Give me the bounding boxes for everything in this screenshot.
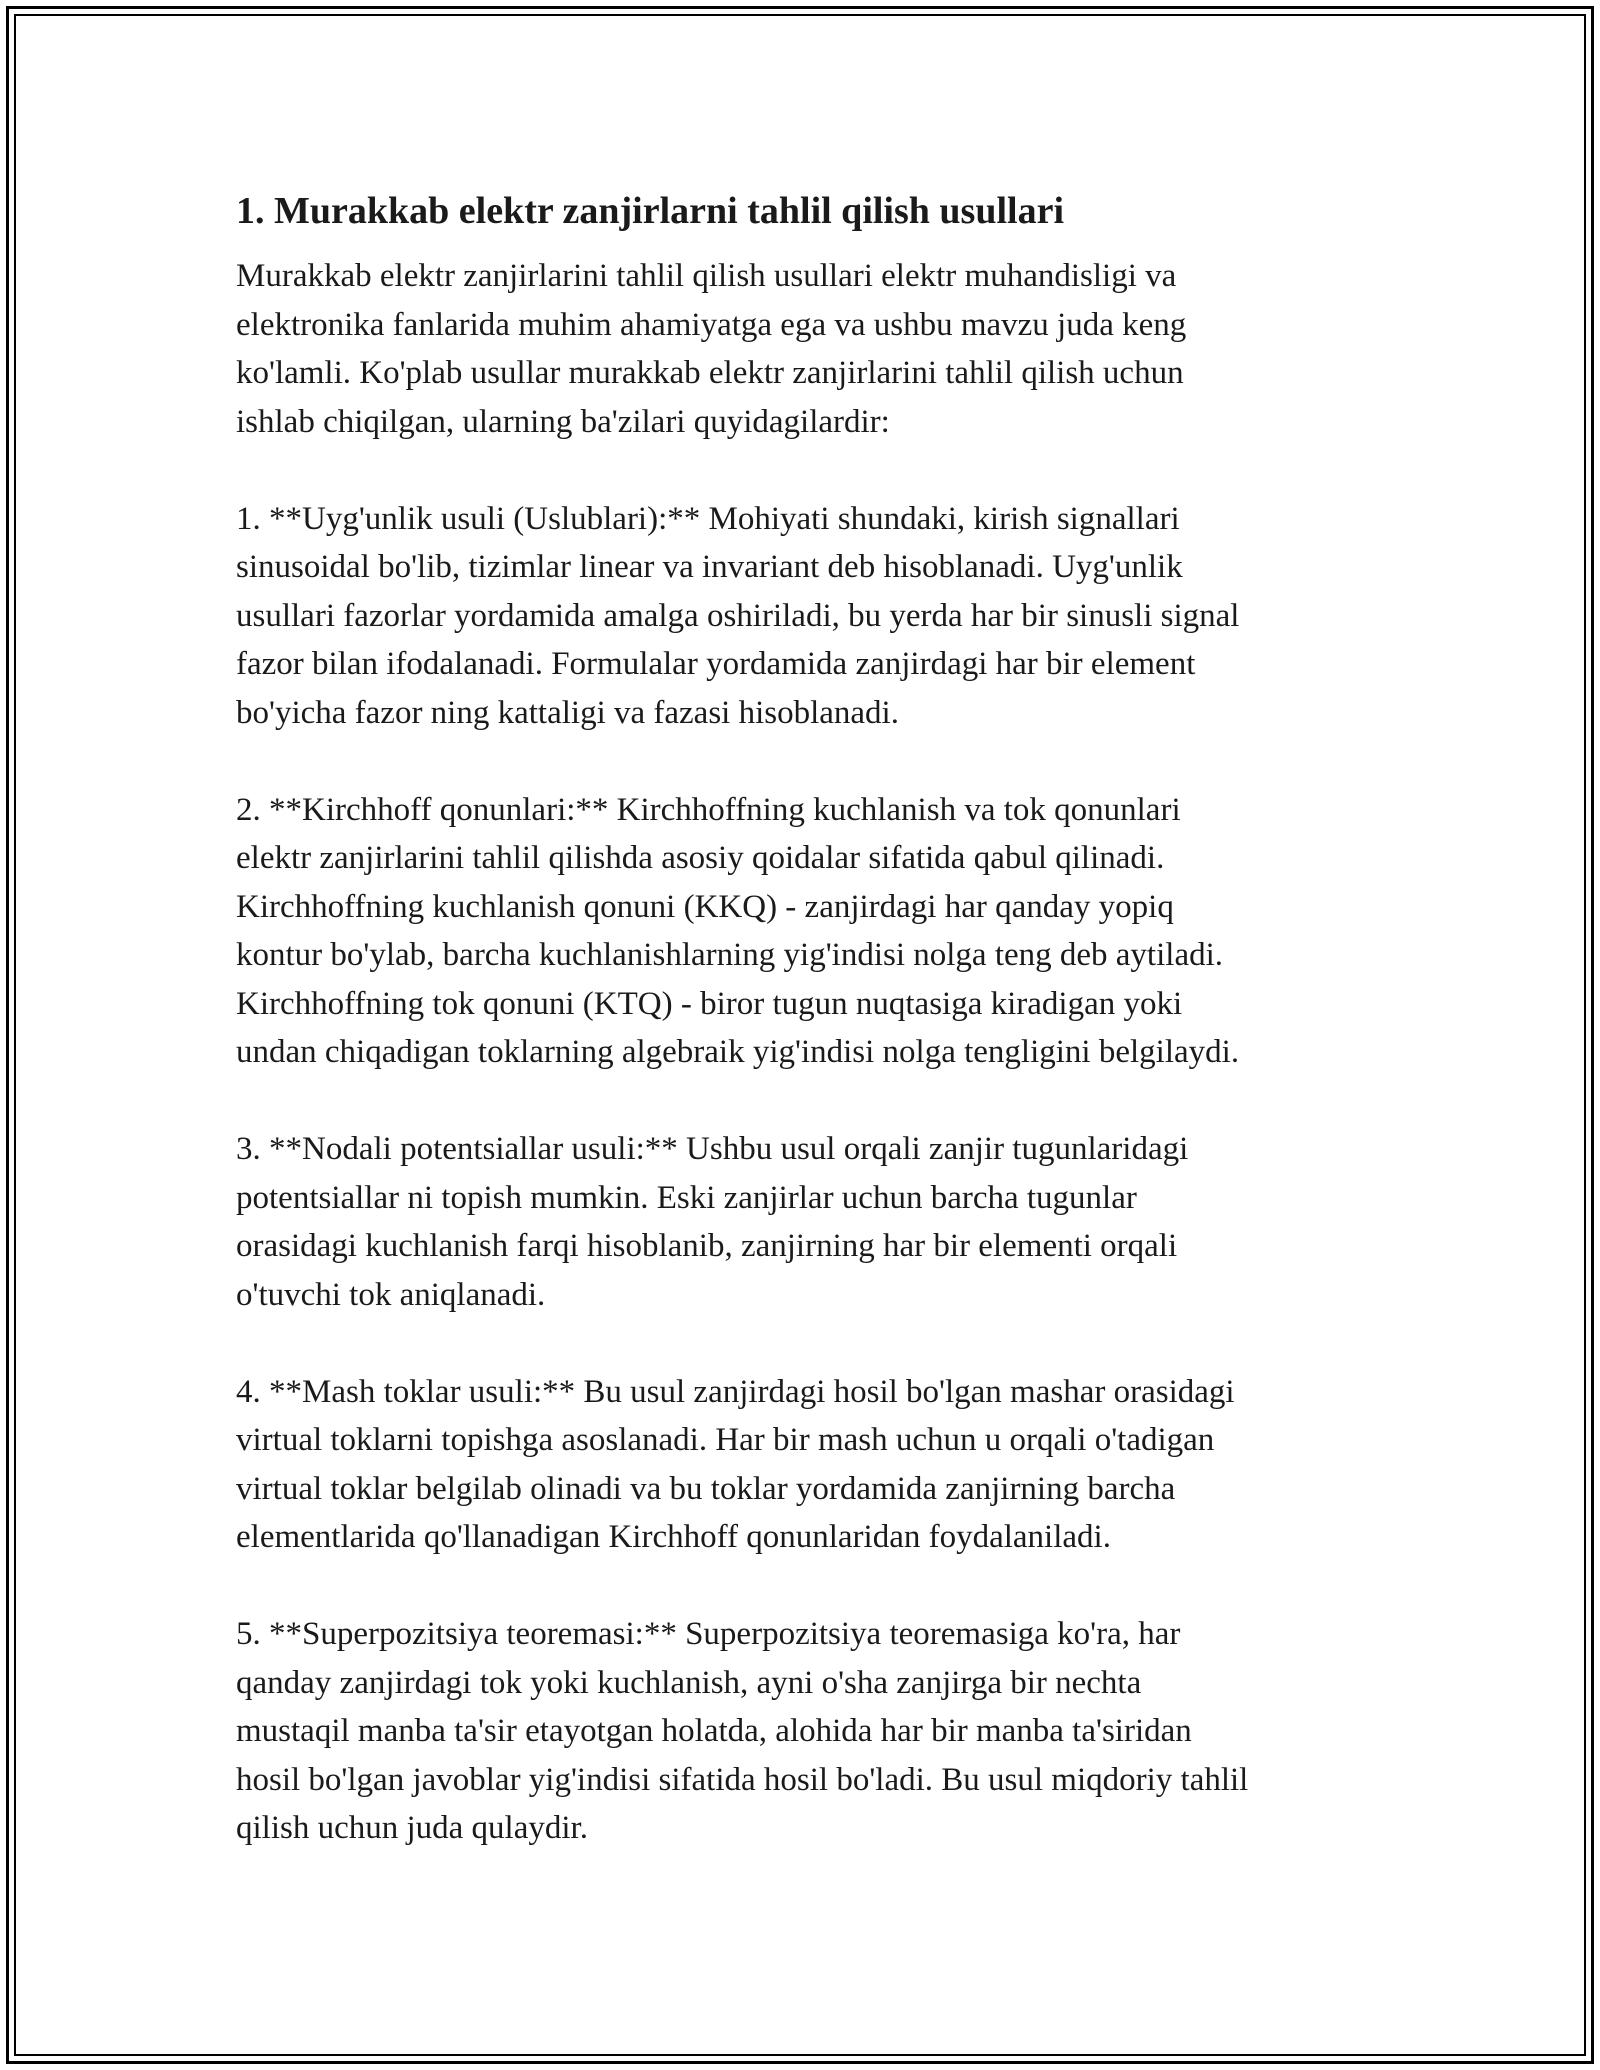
intro-paragraph: Murakkab elektr zanjirlarini tahlil qilish usullari elektr muhandisligi va elektronika fanlarida muhim ahamiyatga ega va ushbu mavzu juda keng ko'lamli. Ko'plab usullar murakkab elektr zanjirlarini tahlil qilish uchun ishlab chiqilgan, ularning ba'zilari quyidagilardir: <box>236 258 1187 440</box>
item-superpozitsiya: 5. **Superpozitsiya teoremasi:** Superpozitsiya teoremasiga ko'ra, har qanday zanjirdagi tok yoki kuchlanish, ayni o'sha zanjirga bir nechta mustaqil manba ta'sir etayotgan holatda, alohida har bir manba ta'siridan hosil bo'lgan javoblar yig'indisi sifatida hosil bo'ladi. Bu usul miqdoriy tahlil qilish uchun juda qulaydir. <box>236 1616 1249 1846</box>
item-mash-toklar: 4. **Mash toklar usuli:** Bu usul zanjirdagi hosil bo'lgan mashar orasidagi virtual toklarni topishga asoslanadi. Har bir mash uchun u orqali o'tadigan virtual toklar belgilab olinadi va bu toklar yordamida zanjirning barcha elementlarida qo'llanadigan Kirchhoff qonunlaridan foydalaniladi. <box>236 1373 1235 1555</box>
item-uygunlik-usuli: 1. **Uyg'unlik usuli (Uslublari):** Mohiyati shundaki, kirish signallari sinusoidal bo'lib, tizimlar linear va invariant deb hisoblanadi. Uyg'unlik usullari fazorlar yordamida amalga oshiriladi, bu yerda har bir sinusli signal fazor bilan ifodalanadi. Formulalar yordamida zanjirdagi har bir element bo'yicha fazor ning kattaligi va fazasi hisoblanadi. <box>236 500 1240 731</box>
document-body <box>236 186 1396 1901</box>
item-kirchhoff-qonunlari: 2. **Kirchhoff qonunlari:** Kirchhoffning kuchlanish va tok qonunlari elektr zanjirlarini tahlil qilishda asosiy qoidalar sifatida qabul qilinadi. Kirchhoffning kuchlanish qonuni (KKQ) - zanjirdagi har qanday yopiq kontur bo'ylab, barcha kuchlanishlarning yig'indisi nolga teng deb aytiladi. Kirchhoffning tok qonuni (KTQ) - biror tugun nuqtasiga kiradigan yoki undan chiqadigan toklarning algebraik yig'indisi nolga tengligini belgilaydi. <box>236 791 1240 1070</box>
item-nodali-potentsiallar: 3. **Nodali potentsiallar usuli:** Ushbu usul orqali zanjir tugunlaridagi potentsiallar ni topish mumkin. Eski zanjirlar uchun barcha tugunlar orasidagi kuchlanish farqi hisoblanib, zanjirning har bir elementi orqali o'tuvchi tok aniqlanadi. <box>236 1131 1189 1313</box>
section-heading: 1. Murakkab elektr zanjirlarni tahlil qilish usullari <box>236 190 1065 232</box>
